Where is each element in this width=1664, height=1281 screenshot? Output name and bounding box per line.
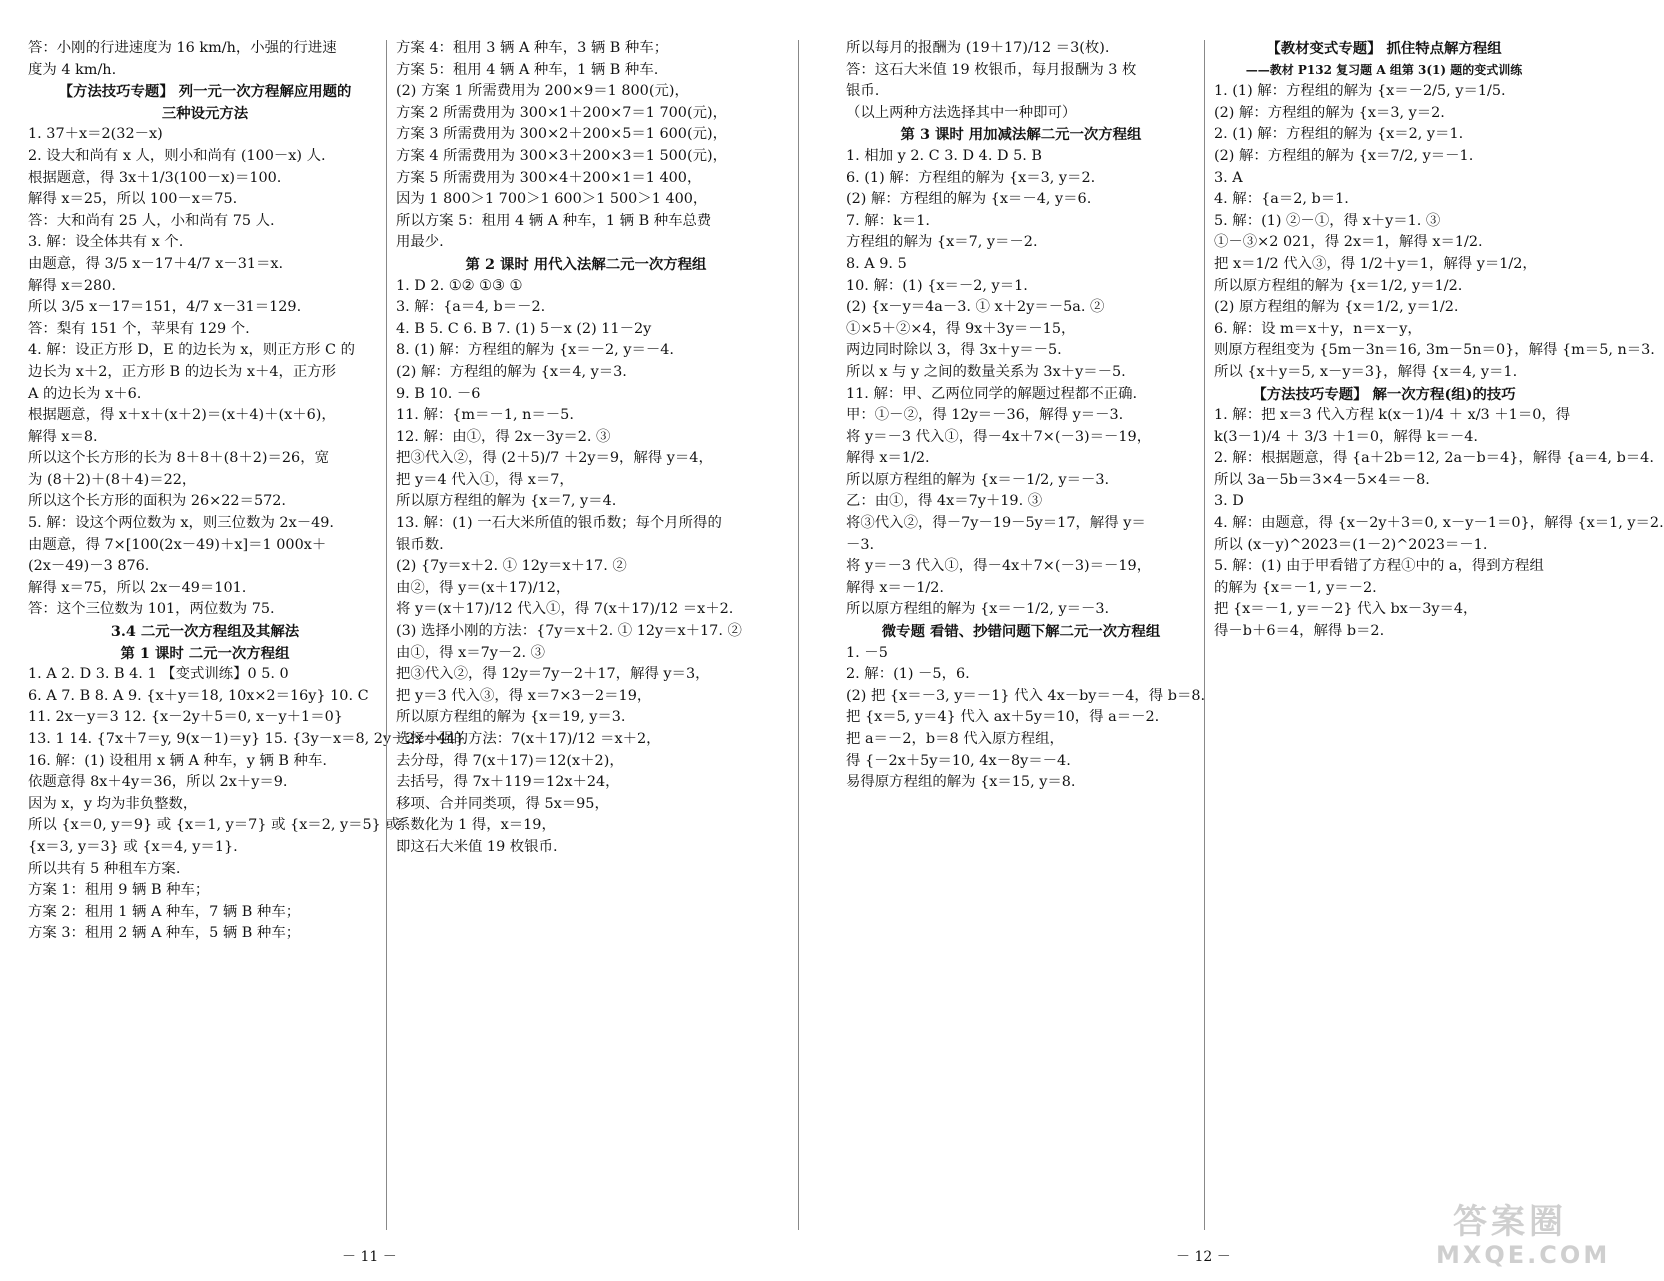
- text-line: 把③代入②，得 12y＝7y－2＋17，解得 y＝3，: [396, 666, 710, 683]
- text-line: 方案 4 所需费用为 300×3＋200×3＝1 500(元)，: [396, 147, 727, 164]
- text-line: 因为 1 800＞1 700＞1 600＞1 500＞1 400，: [396, 191, 708, 208]
- text-line: 度为 4 km/h.: [28, 61, 117, 78]
- text-line: 因为 x，y 均为非负整数，: [28, 795, 198, 812]
- text-line: 把 y＝4 代入①，得 x＝7，: [396, 471, 574, 488]
- text-line: 4. 解：由题意，得 {x－2y＋3＝0, x－y－1＝0}，解得 {x＝1, y＝2.: [1214, 515, 1664, 532]
- text-line: 所以每月的报酬为 (19＋17)/12 ＝3(枚).: [846, 40, 1110, 56]
- text-line: 3. D: [1214, 493, 1244, 510]
- text-line: {x＝3, y＝3} 或 {x＝4, y＝1}.: [28, 838, 238, 855]
- text-line: (2) {x－y＝4a－3. ① x＋2y＝－5a. ②: [846, 299, 1105, 316]
- text-line: 所以这个长方形的面积为 26×22＝572.: [28, 493, 286, 510]
- text-line: 去分母，得 7(x＋17)＝12(x＋2)，: [396, 752, 624, 769]
- text-line: (2x－49)－3 876.: [28, 558, 150, 575]
- text-line: (2) 解：方程组的解为 {x＝7/2, y＝－1.: [1214, 147, 1474, 164]
- text-line: 所以这个长方形的长为 8＋8＋(8＋2)＝26，宽: [28, 450, 329, 467]
- text-line: 把 x＝1/2 代入③，得 1/2＋y＝1，解得 y＝1/2，: [1214, 255, 1537, 272]
- text-line: 3.4 二元一次方程组及其解法: [110, 623, 300, 641]
- text-line: 将 y＝－3 代入①，得－4x＋7×(－3)＝－19，: [846, 428, 1152, 445]
- page-number: － 11 －: [342, 1249, 397, 1265]
- text-line: (2) 把 {x＝－3, y＝－1} 代入 4x－by＝－4，得 b＝8.: [846, 687, 1206, 704]
- right-column-1: [846, 38, 1206, 794]
- text-line: 8. A 9. 5: [846, 255, 907, 272]
- text-line: －3.: [846, 536, 875, 553]
- text-line: 去括号，得 7x＋119＝12x＋24，: [396, 774, 620, 791]
- watermark-url: MXQE.COM: [1436, 1241, 1611, 1269]
- page-divider: [798, 40, 799, 1230]
- text-line: 方案 2：租用 1 辆 A 种车，7 辆 B 种车；: [28, 903, 301, 920]
- text-line: 5. 解：(1) ②－①，得 x＋y＝1. ③: [1214, 212, 1441, 229]
- text-line: ——教材 P132 复习题 A 组第 3(1) 题的变式训练: [1245, 62, 1523, 77]
- text-line: 11. 2x－y＝3 12. {x－2y＋5＝0, x－y＋1＝0}: [28, 709, 343, 726]
- text-line: 2. 解：(1) －5，6.: [846, 666, 970, 683]
- column-divider: [1204, 40, 1205, 1230]
- text-line: 5. 解：设这个两位数为 x，则三位数为 2x－49.: [28, 515, 334, 532]
- text-line: 两边同时除以 3，得 3x＋y＝－5.: [846, 342, 1062, 359]
- text-line: 所以原方程组的解为 {x＝－1/2, y＝－3.: [846, 471, 1110, 488]
- text-line: 三种设元方法: [161, 104, 249, 122]
- text-line: 3. A: [1214, 169, 1243, 186]
- text-line: 把③代入②，得 (2＋5)/7 ＋2y＝9，解得 y＝4，: [396, 450, 713, 467]
- text-line: 10. 解：(1) {x＝－2, y＝1.: [846, 277, 1028, 294]
- text-line: 所以原方程组的解为 {x＝1/2, y＝1/2.: [1214, 277, 1463, 294]
- text-line: 1. 相加 y 2. C 3. D 4. D 5. B: [846, 147, 1042, 164]
- text-line: (2) 原方程组的解为 {x＝1/2, y＝1/2.: [1214, 299, 1459, 316]
- text-line: 选择小强的方法：7(x＋17)/12 ＝x＋2，: [396, 731, 661, 747]
- text-line: 为 (8＋2)＋(8＋4)＝22，: [28, 471, 197, 488]
- text-line: (2) 解：方程组的解为 {x＝－4, y＝6.: [846, 191, 1092, 208]
- text-line: 答：小刚的行进速度为 16 km/h，小强的行进速: [28, 40, 337, 56]
- text-line: 方案 1：租用 9 辆 B 种车；: [28, 882, 210, 899]
- text-line: 移项、合并同类项，得 5x＝95，: [396, 795, 609, 812]
- text-line: (2) {7y＝x＋2. ① 12y＝x＋17. ②: [396, 558, 627, 575]
- text-line: 方案 2 所需费用为 300×1＋200×7＝1 700(元)，: [396, 104, 727, 121]
- text-line: 系数化为 1 得，x＝19，: [396, 817, 556, 834]
- text-line: 【方法技巧专题】 解一次方程(组)的技巧: [1252, 385, 1516, 403]
- text-line: 1. (1) 解：方程组的解为 {x＝－2/5, y＝1/5.: [1214, 83, 1506, 100]
- text-line: 的解为 {x＝－1, y＝－2.: [1214, 579, 1377, 596]
- text-line: ①－③×2 021，得 2x＝1，解得 x＝1/2.: [1214, 234, 1483, 251]
- text-line: 所以原方程组的解为 {x＝7, y＝4.: [396, 493, 617, 510]
- text-line: (3) 选择小刚的方法：{7y＝x＋2. ① 12y＝x＋17. ②: [396, 623, 742, 640]
- text-line: 所以 {x＋y＝5, x－y＝3}，解得 {x＝4, y＝1.: [1214, 363, 1518, 380]
- text-line: 由题意，得 7×[100(2x－49)＋x]＝1 000x＋: [28, 536, 327, 553]
- text-line: 11. 解：甲、乙两位同学的解题过程都不正确.: [846, 385, 1138, 402]
- text-line: 方案 3：租用 2 辆 A 种车，5 辆 B 种车；: [28, 925, 301, 942]
- text-line: 把 {x＝－1, y＝－2} 代入 bx－3y＝4，: [1214, 601, 1478, 618]
- text-line: 8. (1) 解：方程组的解为 {x＝－2, y＝－4.: [396, 342, 674, 359]
- text-line: 微专题 看错、抄错问题下解二元一次方程组: [881, 623, 1161, 641]
- text-line: 13. 解：(1) 一石大米所值的银币数；每个月所得的: [396, 515, 722, 532]
- text-line: 4. 解：{a＝2, b＝1.: [1214, 191, 1349, 208]
- text-line: 方案 4：租用 3 辆 A 种车，3 辆 B 种车；: [396, 40, 669, 56]
- text-line: 13. 1 14. {7x＋7＝y, 9(x－1)＝y} 15. {3y－x＝8, 2y－2x＝44}: [28, 731, 465, 747]
- text-line: 银币.: [846, 83, 880, 100]
- text-line: 3. 解：设全体共有 x 个.: [28, 234, 184, 251]
- text-line: 所以共有 5 种租车方案.: [28, 860, 181, 877]
- text-line: k(3－1)/4 ＋ 3/3 ＋1＝0，解得 k＝－4.: [1214, 428, 1478, 445]
- text-line: 甲：①－②，得 12y＝－36，解得 y＝－3.: [846, 407, 1124, 424]
- text-line: 解得 x＝25，所以 100－x＝75.: [28, 191, 238, 208]
- text-line: (2) 方案 1 所需费用为 200×9＝1 800(元)，: [396, 83, 689, 100]
- text-line: 由②，得 y＝(x＋17)/12，: [396, 579, 571, 596]
- text-line: （以上两种方法选择其中一种即可）: [846, 104, 1077, 121]
- text-line: 所以 (x－y)^2023＝(1－2)^2023＝－1.: [1214, 536, 1488, 553]
- text-line: 1. －5: [846, 644, 888, 661]
- text-line: 4. 解：设正方形 D，E 的边长为 x，则正方形 C 的: [28, 342, 355, 359]
- text-line: 9. B 10. －6: [396, 385, 481, 402]
- text-line: 第 2 课时 用代入法解二元一次方程组: [465, 255, 707, 273]
- text-line: 由①，得 x＝7y－2. ③: [396, 644, 546, 661]
- text-line: (2) 解：方程组的解为 {x＝4, y＝3.: [396, 363, 627, 380]
- text-line: 2. 设大和尚有 x 人，则小和尚有 (100－x) 人.: [28, 147, 326, 164]
- text-line: 根据题意，得 x＋x＋(x＋2)＝(x＋4)＋(x＋6)，: [28, 407, 336, 424]
- text-line: 答：大和尚有 25 人，小和尚有 75 人.: [28, 212, 275, 229]
- text-line: 12. 解：由①，得 2x－3y＝2. ③: [396, 428, 611, 445]
- text-line: 答：梨有 151 个，苹果有 129 个.: [28, 320, 250, 337]
- watermark-text: 答案圈: [1453, 1202, 1567, 1242]
- text-line: 解得 x＝280.: [28, 277, 116, 294]
- text-line: 第 1 课时 二元一次方程组: [120, 644, 290, 662]
- text-line: 1. 解：把 x＝3 代入方程 k(x－1)/4 ＋ x/3 ＋1＝0，得: [1214, 407, 1571, 424]
- text-line: 所以方案 5：租用 4 辆 A 种车，1 辆 B 种车总费: [396, 212, 712, 229]
- text-line: 解得 x＝1/2.: [846, 450, 930, 467]
- text-line: 方案 5：租用 4 辆 A 种车，1 辆 B 种车.: [396, 61, 659, 78]
- text-line: 所以原方程组的解为 {x＝－1/2, y＝－3.: [846, 601, 1110, 618]
- text-line: 得 {－2x＋5y＝10, 4x－8y＝－4.: [846, 752, 1071, 769]
- text-line: 将 y＝－3 代入①，得－4x＋7×(－3)＝－19，: [846, 558, 1152, 575]
- text-line: 解得 x＝－1/2.: [846, 579, 944, 596]
- text-line: 【方法技巧专题】 列一元一次方程解应用题的: [58, 83, 352, 101]
- text-line: 答：这个三位数为 101，两位数为 75.: [28, 601, 275, 618]
- text-line: 用最少.: [396, 234, 444, 251]
- text-line: 6. (1) 解：方程组的解为 {x＝3, y＝2.: [846, 169, 1096, 186]
- text-line: 11. 解：{m＝－1, n＝－5.: [396, 407, 574, 424]
- text-line: 所以 x 与 y 之间的数量关系为 3x＋y＝－5.: [846, 363, 1126, 380]
- text-line: 解得 x＝8.: [28, 428, 98, 445]
- text-line: 2. 解：根据题意，得 {a＋2b＝12, 2a－b＝4}，解得 {a＝4, b＝4.: [1214, 450, 1654, 467]
- text-line: 方程组的解为 {x＝7, y＝－2.: [846, 234, 1038, 251]
- text-line: 16. 解：(1) 设租用 x 辆 A 种车，y 辆 B 种车.: [28, 752, 327, 769]
- text-line: 2. (1) 解：方程组的解为 {x＝2, y＝1.: [1214, 126, 1464, 143]
- text-line: 方案 5 所需费用为 300×4＋200×1＝1 400，: [396, 169, 702, 186]
- column-divider: [386, 40, 387, 1230]
- text-line: 【教材变式专题】 抓住特点解方程组: [1266, 40, 1502, 57]
- text-line: 1. A 2. D 3. B 4. 1 【变式训练】0 5. 0: [28, 666, 289, 683]
- text-line: (2) 解：方程组的解为 {x＝3, y＝2.: [1214, 104, 1445, 121]
- text-line: 答：这石大米值 19 枚银币，每月报酬为 3 枚: [846, 61, 1137, 78]
- text-line: 边长为 x＋2，正方形 B 的边长为 x＋4，正方形: [28, 363, 337, 380]
- text-line: 1. 37＋x＝2(32－x): [28, 126, 163, 143]
- text-line: 所以 3/5 x－17＝151，4/7 x－31＝129.: [28, 299, 302, 316]
- text-line: 将③代入②，得－7y－19－5y＝17，解得 y＝: [846, 515, 1146, 532]
- text-line: 7. 解：k＝1.: [846, 212, 930, 229]
- page-number: － 12 －: [1176, 1249, 1231, 1265]
- text-line: 解得 x＝75，所以 2x－49＝101.: [28, 579, 247, 596]
- text-line: 由题意，得 3/5 x－17＋4/7 x－31＝x.: [28, 255, 284, 272]
- text-line: 5. 解：(1) 由于甲看错了方程①中的 a，得到方程组: [1214, 558, 1544, 575]
- text-line: 3. 解：{a＝4, b＝－2.: [396, 299, 546, 316]
- text-line: 乙：由①，得 4x＝7y＋19. ③: [846, 493, 1043, 510]
- text-line: 所以 3a－5b＝3×4－5×4＝－8.: [1214, 471, 1430, 488]
- text-line: 则原方程组变为 {5m－3n＝16, 3m－5n＝0}，解得 {m＝5, n＝3.: [1214, 342, 1655, 359]
- text-line: 即这石大米值 19 枚银币.: [396, 838, 558, 855]
- text-line: 4. B 5. C 6. B 7. (1) 5－x (2) 11－2y: [396, 320, 652, 337]
- text-line: 依题意得 8x＋4y＝36，所以 2x＋y＝9.: [28, 774, 288, 791]
- text-line: 把 {x＝5, y＝4} 代入 ax＋5y＝10，得 a＝－2.: [846, 709, 1160, 726]
- text-line: 1. D 2. ①② ①③ ①: [396, 277, 523, 294]
- watermark-logo: [1436, 1202, 1611, 1274]
- text-line: 所以原方程组的解为 {x＝19, y＝3.: [396, 709, 626, 726]
- text-line: 把 y＝3 代入③，得 x＝7×3－2＝19，: [396, 687, 652, 704]
- text-line: 所以 {x＝0, y＝9} 或 {x＝1, y＝7} 或 {x＝2, y＝5} 或: [28, 817, 400, 834]
- text-line: 6. 解：设 m＝x＋y，n＝x－y，: [1214, 320, 1422, 337]
- text-line: 银币数.: [396, 536, 444, 553]
- left-column-2: [396, 38, 776, 859]
- text-line: ①×5＋②×4，得 9x＋3y＝－15，: [846, 320, 1076, 337]
- text-line: 将 y＝(x＋17)/12 代入①，得 7(x＋17)/12 ＝x＋2.: [396, 601, 734, 618]
- text-line: 根据题意，得 3x＋1/3(100－x)＝100.: [28, 169, 282, 186]
- text-line: 方案 3 所需费用为 300×2＋200×5＝1 600(元)，: [396, 126, 727, 143]
- text-line: 第 3 课时 用加减法解二元一次方程组: [900, 126, 1142, 144]
- right-page: [800, 0, 1664, 1281]
- left-page: [0, 0, 800, 1281]
- right-column-2: [1214, 38, 1664, 643]
- text-line: 把 a＝－2，b＝8 代入原方程组，: [846, 731, 1064, 747]
- text-line: 得－b＋6＝4，解得 b＝2.: [1214, 623, 1385, 640]
- text-line: 易得原方程组的解为 {x＝15, y＝8.: [846, 774, 1076, 791]
- text-line: A 的边长为 x＋6.: [28, 385, 142, 402]
- text-line: 6. A 7. B 8. A 9. {x＋y＝18, 10x×2＝16y} 10. C: [28, 687, 369, 704]
